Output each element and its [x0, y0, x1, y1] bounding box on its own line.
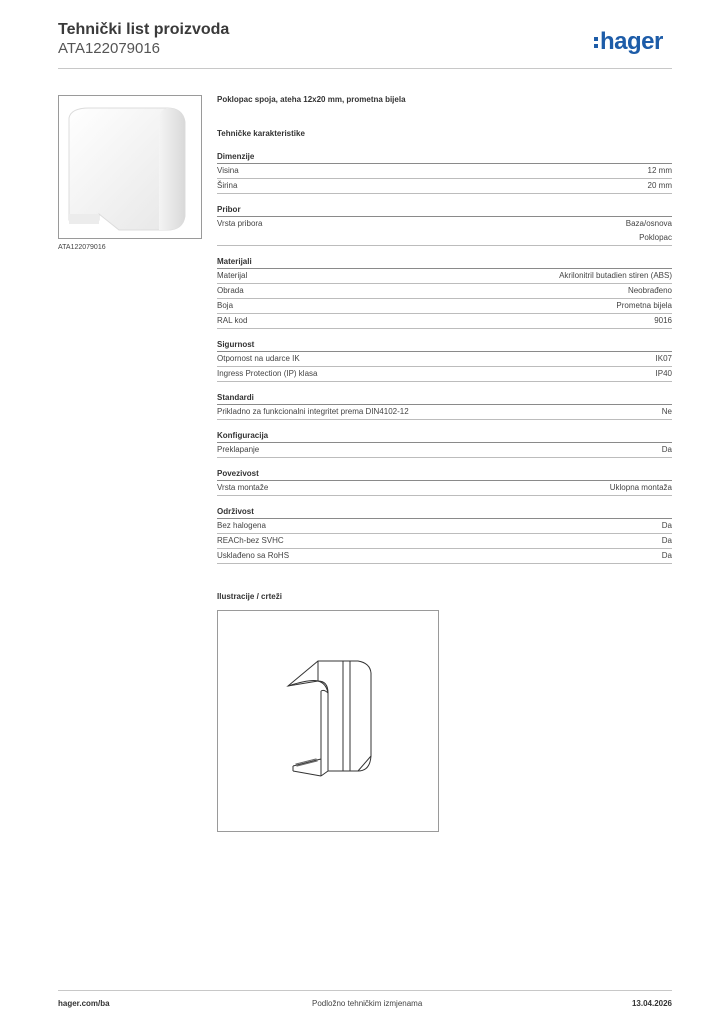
spec-value: [662, 405, 672, 419]
spec-value-line: 20 mm: [647, 181, 672, 190]
section-heading: Održivost: [217, 506, 672, 519]
spec-section: [217, 392, 672, 420]
spec-value: [628, 284, 672, 298]
spec-label: Otpornost na udarce IK: [217, 354, 300, 363]
spec-label: Materijal: [217, 271, 248, 280]
illustration-drawing: [217, 610, 439, 832]
spec-value-line: 9016: [654, 316, 672, 325]
spec-value-line: Da: [661, 521, 672, 530]
spec-row: [217, 164, 672, 179]
spec-value: [656, 367, 672, 381]
product-title: Poklopac spoja, ateha 12x20 mm, prometna bijela: [217, 95, 406, 104]
spec-value: [610, 481, 672, 495]
spec-section: [217, 506, 672, 564]
spec-value: [662, 519, 672, 533]
spec-label: Vrsta pribora: [217, 219, 263, 228]
section-heading: Sigurnost: [217, 339, 672, 352]
spec-value-line: 12 mm: [647, 166, 672, 175]
spec-content: [217, 95, 672, 564]
spec-row: [217, 481, 672, 496]
illustrations-title: Ilustracije / crteži: [217, 592, 282, 601]
spec-value: [662, 443, 672, 457]
footer-website-link[interactable]: hager.com/ba: [58, 999, 110, 1008]
spec-label: REACh-bez SVHC: [217, 536, 284, 545]
spec-row: [217, 367, 672, 382]
spec-value: [648, 179, 672, 193]
spec-value: [616, 299, 672, 313]
section-heading: Povezivost: [217, 468, 672, 481]
header-divider: [58, 68, 672, 69]
spec-row: [217, 549, 672, 564]
spec-row: [217, 179, 672, 194]
product-photo: [58, 95, 202, 239]
logo-text: hager: [600, 28, 663, 55]
spec-value-line: Uklopna montaža: [609, 483, 672, 492]
spec-value-line: IP40: [655, 369, 672, 378]
section-heading: Konfiguracija: [217, 430, 672, 443]
spec-label: Obrada: [217, 286, 244, 295]
spec-label: RAL kod: [217, 316, 248, 325]
spec-value-line: Akrilonitril butadien stiren (ABS): [559, 271, 672, 280]
spec-section: [217, 468, 672, 496]
logo-dots-icon: [594, 36, 598, 49]
hager-logo: [594, 28, 663, 56]
spec-row: [217, 314, 672, 329]
spec-value-line: Neobrađeno: [627, 286, 672, 295]
spec-section: [217, 430, 672, 458]
spec-row: [217, 534, 672, 549]
spec-row: [217, 519, 672, 534]
spec-row: [217, 269, 672, 284]
spec-row: [217, 405, 672, 420]
spec-section: [217, 151, 672, 194]
spec-label: Boja: [217, 301, 234, 310]
spec-row: [217, 352, 672, 367]
section-heading: Standardi: [217, 392, 672, 405]
spec-row: [217, 443, 672, 458]
spec-label: Visina: [217, 166, 239, 175]
footer-note: Podložno tehničkim izmjenama: [312, 999, 423, 1008]
tech-characteristics-title: Tehničke karakteristike: [217, 129, 305, 138]
product-photo-icon: [59, 96, 201, 238]
product-code: ATA122079016: [58, 40, 161, 57]
spec-value: [654, 314, 672, 328]
spec-value: [662, 549, 672, 563]
spec-section: [217, 339, 672, 382]
footer-date: 13.04.2026: [631, 999, 672, 1008]
spec-label: Prikladno za funkcionalni integritet prema DIN4102-12: [217, 407, 409, 416]
spec-value-line: Ne: [661, 407, 672, 416]
spec-section: [217, 204, 672, 246]
spec-value-line: Prometna bijela: [616, 301, 672, 310]
spec-label: Bez halogena: [217, 521, 266, 530]
spec-value-line: Da: [661, 445, 672, 454]
section-heading: Pribor: [217, 204, 672, 217]
spec-value-line: IK07: [655, 354, 672, 363]
spec-value-line: Poklopac: [639, 233, 672, 242]
spec-value: [656, 352, 672, 366]
spec-section: [217, 256, 672, 329]
section-heading: Materijali: [217, 256, 672, 269]
spec-value: [648, 164, 672, 178]
photo-caption: ATA122079016: [58, 244, 106, 251]
spec-label: Usklađeno sa RoHS: [217, 551, 290, 560]
spec-value: [662, 534, 672, 548]
spec-label: Širina: [217, 181, 238, 190]
spec-row: [217, 217, 672, 246]
spec-sections: [217, 151, 672, 564]
footer-divider: [58, 990, 672, 991]
spec-row: [217, 299, 672, 314]
spec-label: Ingress Protection (IP) klasa: [217, 369, 318, 378]
spec-label: Vrsta montaže: [217, 483, 269, 492]
spec-value: [626, 217, 672, 245]
spec-value-line: Da: [661, 551, 672, 560]
section-heading: Dimenzije: [217, 151, 672, 164]
spec-row: [217, 284, 672, 299]
spec-value: [559, 269, 672, 283]
spec-value-line: Da: [661, 536, 672, 545]
spec-value-line: Baza/osnova: [625, 219, 672, 228]
page-title: Tehnički list proizvoda: [58, 21, 230, 38]
line-drawing-icon: [218, 611, 438, 831]
spec-label: Preklapanje: [217, 445, 260, 454]
